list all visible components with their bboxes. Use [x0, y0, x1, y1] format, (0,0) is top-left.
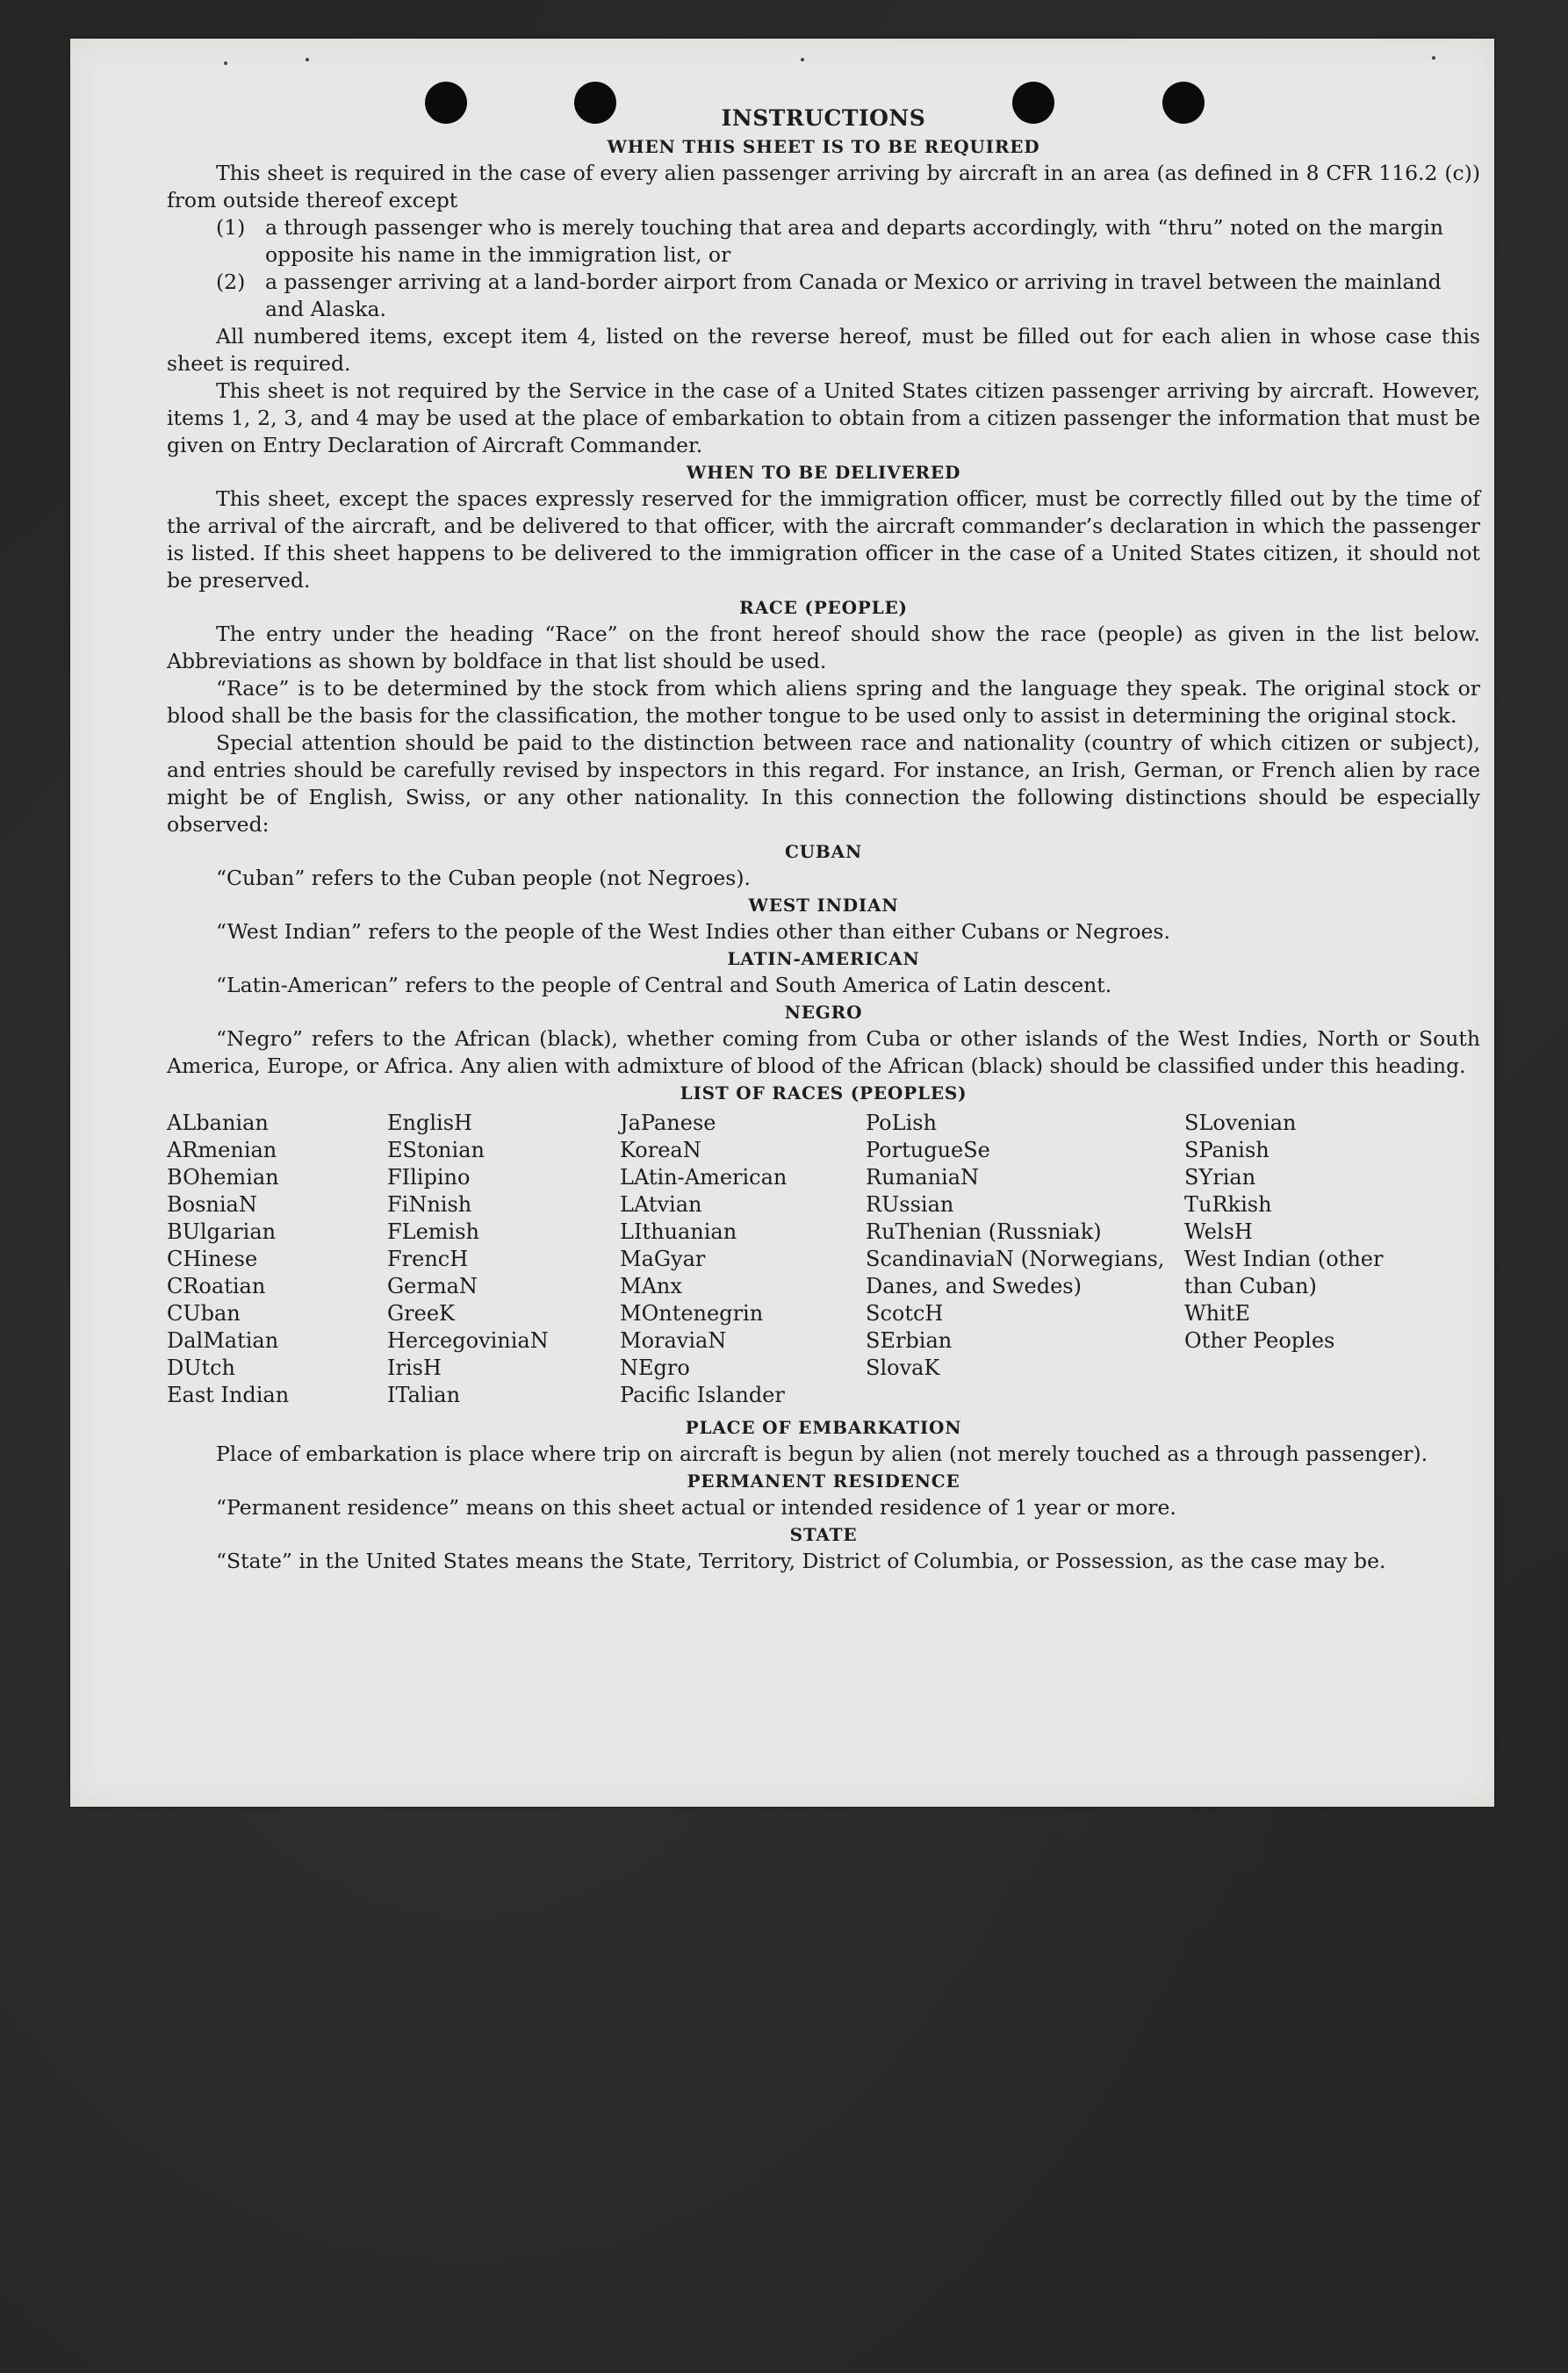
heading-race: RACE (PEOPLE)	[739, 597, 908, 618]
races-column	[620, 1110, 866, 1409]
race-entry: FIlipino	[387, 1165, 471, 1190]
race-entry: LIthuanian	[620, 1219, 737, 1244]
race-entry: IrisH	[387, 1355, 442, 1380]
scan-speck	[306, 58, 309, 61]
race-entry: GreeK	[387, 1301, 455, 1326]
scan-speck	[801, 58, 804, 61]
heading-when-delivered: WHEN TO BE DELIVERED	[686, 462, 961, 483]
race-entry: MOntenegrin	[620, 1301, 764, 1326]
definition-west-indian: “West Indian” refers to the people of the West Indies other than either Cubans or Negroes.	[216, 919, 1170, 944]
race-entry: PortugueSe	[866, 1138, 990, 1162]
heading-latin-american: LATIN-AMERICAN	[727, 948, 920, 969]
heading-when-required: WHEN THIS SHEET IS TO BE REQUIRED	[607, 136, 1040, 157]
page-title: INSTRUCTIONS	[721, 105, 926, 131]
race-entry: HercegoviniaN	[387, 1328, 549, 1353]
heading-embarkation: PLACE OF EMBARKATION	[685, 1417, 962, 1438]
exception-number: (1)	[216, 215, 246, 240]
heading-west-indian: WEST INDIAN	[748, 895, 899, 916]
heading-negro: NEGRO	[784, 1002, 863, 1023]
document-sheet	[70, 39, 1494, 1807]
heading-residence: PERMANENT RESIDENCE	[687, 1471, 960, 1492]
race-entry: PoLish	[866, 1111, 938, 1135]
exception-text: a through passenger who is merely touching that area and departs accordingly, with “thru” noted on the margin opposite his name in the immigration list, or	[265, 215, 1444, 267]
race-entry: Other Peoples	[1184, 1328, 1335, 1353]
race-entry: SYrian	[1184, 1165, 1256, 1190]
race-entry: MaGyar	[620, 1247, 706, 1271]
definition-negro: “Negro” refers to the African (black), whether coming from Cuba or other islands of the West Indies, North or South America, Europe, or Africa. Any alien with admixture of blood of the African (black) should be classified under this heading.	[167, 1026, 1480, 1078]
race-entry: ALbanian	[167, 1111, 269, 1135]
race-entry: GermaN	[387, 1274, 478, 1298]
race-entry: TuRkish	[1184, 1192, 1272, 1217]
races-column	[167, 1110, 387, 1409]
race-entry: ScotcH	[866, 1301, 944, 1326]
race-entry: EnglisH	[387, 1111, 472, 1135]
race-entry: FiNnish	[387, 1192, 472, 1217]
paragraph-residence: “Permanent residence” means on this sheet actual or intended residence of 1 year or more.	[216, 1495, 1176, 1520]
heading-list-of-races: LIST OF RACES (PEOPLES)	[680, 1082, 967, 1104]
race-entry: DalMatian	[167, 1328, 279, 1353]
race-entry: West Indian (other than Cuban)	[1184, 1247, 1384, 1298]
races-column	[387, 1110, 620, 1409]
race-entry: ScandinaviaN (Norwegians, Danes, and Swedes)	[866, 1247, 1165, 1298]
race-entry: RumaniaN	[866, 1165, 980, 1190]
race-entry: SErbian	[866, 1328, 953, 1353]
paragraph-state: “State” in the United States means the State, Territory, District of Columbia, or Possession, as the case may be.	[216, 1549, 1386, 1573]
race-entry: BUlgarian	[167, 1219, 277, 1244]
scan-speck	[224, 61, 227, 65]
scan-speck	[1432, 56, 1435, 60]
paragraph-race-2: “Race” is to be determined by the stock from which aliens spring and the language they speak. The original stock or blood shall be the basis for the classification, the mother tongue to be used only to assist in determining the original stock.	[167, 676, 1480, 728]
race-entry: EStonian	[387, 1138, 485, 1162]
exception-item	[216, 214, 1480, 269]
race-entry: SLovenian	[1184, 1111, 1297, 1135]
races-column	[1184, 1110, 1421, 1409]
paragraph-required-intro: This sheet is required in the case of every alien passenger arriving by aircraft in an area (as defined in 8 CFR 116.2 (c)) from outside thereof except	[167, 161, 1480, 212]
race-entry: RUssian	[866, 1192, 954, 1217]
race-entry: MAnx	[620, 1274, 682, 1298]
race-entry: NEgro	[620, 1355, 690, 1380]
paragraph-citizen-note: This sheet is not required by the Service in the case of a United States citizen passenger arriving by aircraft. However, items 1, 2, 3, and 4 may be used at the place of embarkation to obtain from a citizen passenger the information that must be given on Entry Declaration of Aircraft Commander.	[167, 378, 1480, 457]
exceptions-list	[167, 214, 1480, 323]
paragraph-race-3: Special attention should be paid to the distinction between race and nationality (country of which citizen or subject), and entries should be carefully revised by inspectors in this regard. For instance, an Irish, German, or French alien by race might be of English, Swiss, or any other nationality. In this connection the following distinctions should be especially observed:	[167, 730, 1480, 837]
paragraph-embarkation: Place of embarkation is place where trip on aircraft is begun by alien (not merely touched as a through passenger).	[216, 1442, 1428, 1466]
heading-state: STATE	[789, 1524, 858, 1545]
race-entry: CUban	[167, 1301, 241, 1326]
race-entry: SlovaK	[866, 1355, 940, 1380]
paragraph-race-1: The entry under the heading “Race” on the front hereof should show the race (people) as given in the list below. Abbreviations as shown by boldface in that list should be used.	[167, 622, 1480, 673]
race-entry: JaPanese	[620, 1111, 716, 1135]
race-entry: East Indian	[167, 1383, 290, 1407]
race-entry: WhitE	[1184, 1301, 1250, 1326]
race-entry: ARmenian	[167, 1138, 277, 1162]
race-entry: FLemish	[387, 1219, 479, 1244]
race-entry: KoreaN	[620, 1138, 701, 1162]
race-entry: CRoatian	[167, 1274, 266, 1298]
definition-cuban: “Cuban” refers to the Cuban people (not Negroes).	[216, 866, 752, 890]
races-column	[866, 1110, 1184, 1409]
heading-cuban: CUBAN	[784, 841, 863, 862]
race-entry: WelsH	[1184, 1219, 1253, 1244]
paragraph-numbered-items: All numbered items, except item 4, listed on the reverse hereof, must be filled out for each alien in whose case this sheet is required.	[167, 324, 1480, 376]
exception-item	[216, 269, 1480, 323]
race-entry: ITalian	[387, 1383, 461, 1407]
race-entry: Pacific Islander	[620, 1383, 785, 1407]
exception-text: a passenger arriving at a land-border airport from Canada or Mexico or arriving in travel between the mainland and Alaska.	[265, 270, 1442, 321]
race-entry: MoraviaN	[620, 1328, 727, 1353]
exception-number: (2)	[216, 270, 246, 294]
race-entry: LAtvian	[620, 1192, 702, 1217]
instructions-text	[167, 104, 1480, 1575]
race-entry: RuThenian (Russniak)	[866, 1219, 1102, 1244]
races-table	[167, 1110, 1480, 1409]
race-entry: CHinese	[167, 1247, 258, 1271]
race-entry: BosniaN	[167, 1192, 257, 1217]
race-entry: DUtch	[167, 1355, 236, 1380]
race-entry: FrencH	[387, 1247, 469, 1271]
paragraph-delivery: This sheet, except the spaces expressly reserved for the immigration officer, must be correctly filled out by the time of the arrival of the aircraft, and be delivered to that officer, with the aircraft commander’s declaration in which the passenger is listed. If this sheet happens to be delivered to the immigration officer in the case of a United States citizen, it should not be preserved.	[167, 486, 1480, 593]
race-entry: SPanish	[1184, 1138, 1270, 1162]
definition-latin-american: “Latin-American” refers to the people of Central and South America of Latin descent.	[216, 973, 1112, 997]
race-entry: LAtin-American	[620, 1165, 788, 1190]
race-entry: BOhemian	[167, 1165, 279, 1190]
